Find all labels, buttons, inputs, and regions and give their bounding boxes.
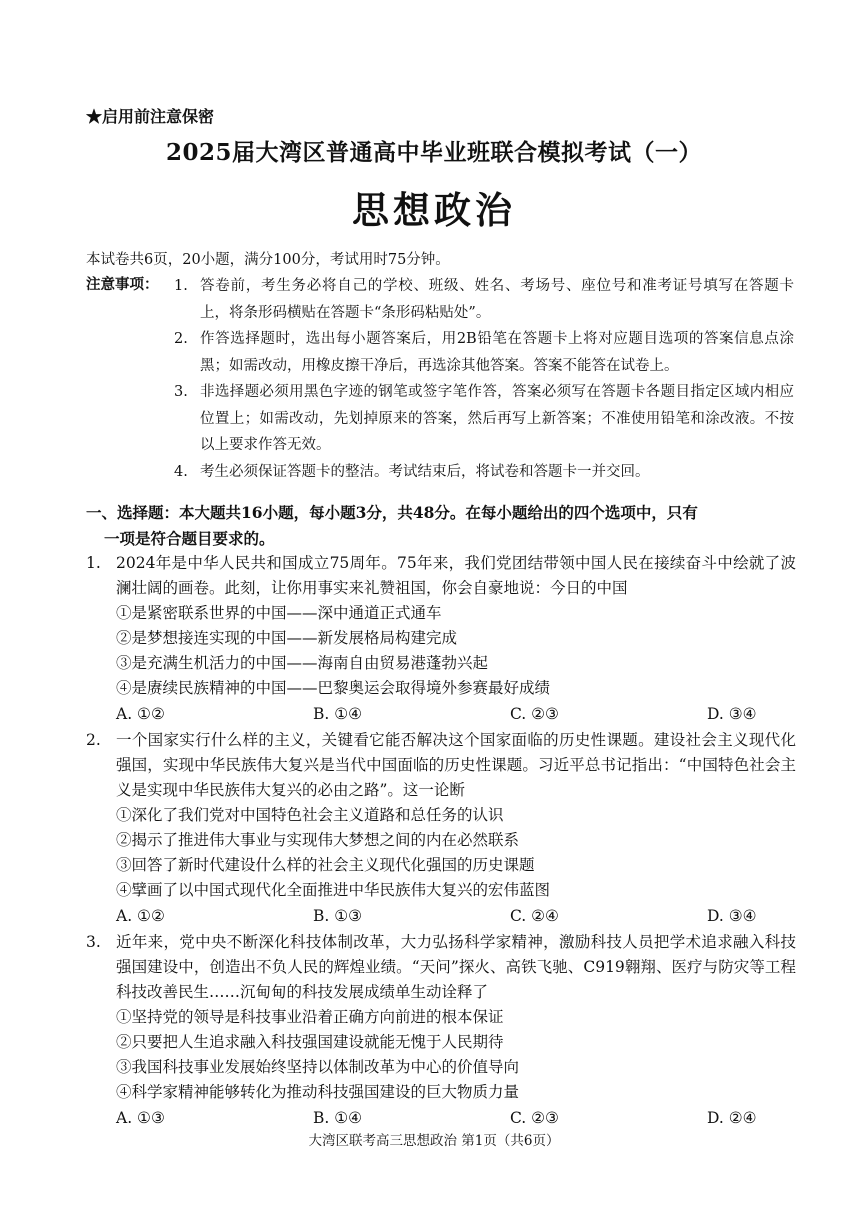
exam-title: 2025届大湾区普通高中毕业班联合模拟考试（一） [165, 139, 702, 166]
notice-number: 3. [174, 384, 188, 400]
notices-list [174, 273, 794, 485]
option-d: D. ③④ [707, 705, 757, 723]
question-2 [86, 728, 796, 929]
answer-options [86, 701, 796, 727]
question-1 [86, 551, 796, 727]
option-a: A. ①② [116, 907, 165, 925]
option-c: C. ②③ [510, 1109, 559, 1127]
answer-options [86, 1105, 796, 1131]
notice-number: 1. [174, 278, 188, 294]
question-stem: 2024年是中华人民共和国成立75周年。75年来，我们党团结带领中国人民在接续奋斗中绘就了波澜壮阔的画卷。此刻，让你用事实来礼赞祖国，你会自豪地说：今日的中国 [116, 554, 796, 597]
notice-number: 4. [174, 463, 188, 480]
option-b: B. ①③ [313, 907, 363, 925]
notice-text: 考生必须保证答题卡的整洁。考试结束后，将试卷和答题卡一并交回。 [200, 463, 650, 480]
statement: ①是紧密联系世界的中国——深中通道正式通车 [116, 604, 442, 622]
statement: ①深化了我们党对中国特色社会主义道路和总任务的认识 [116, 806, 504, 824]
statement: ④擘画了以中国式现代化全面推进中华民族伟大复兴的宏伟蓝图 [116, 881, 551, 899]
answer-options [86, 903, 796, 929]
statement: ③回答了新时代建设什么样的社会主义现代化强国的历史课题 [116, 856, 535, 874]
option-c: C. ②③ [510, 705, 559, 723]
subject-title: 思想政治 [352, 188, 516, 232]
notice-item [174, 379, 794, 459]
notice-item [174, 326, 794, 379]
section-heading-line1: 一、选择题：本大题共16小题，每小题3分，共48分。在每小题给出的四个选项中，只有 [86, 503, 698, 522]
question-number: 1. [86, 554, 101, 572]
section-heading-line2: 一项是符合题目要求的。 [104, 529, 275, 548]
question-number: 3. [86, 933, 101, 951]
statement: ③是充满生机活力的中国——海南自由贸易港蓬勃兴起 [116, 654, 489, 672]
option-c: C. ②④ [510, 907, 559, 925]
option-b: B. ①④ [313, 1109, 363, 1127]
notice-number: 2. [174, 331, 188, 347]
statement: ②是梦想接连实现的中国——新发展格局构建完成 [116, 629, 458, 647]
notice-text: 答卷前，考生务必将自己的学校、班级、姓名、考场号、座位号和准考证号填写在答题卡上，将条形码横贴在答题卡“条形码粘贴处”。 [200, 278, 794, 321]
notice-item [174, 273, 794, 326]
paper-info: 本试卷共6页，20小题，满分100分，考试用时75分钟。 [86, 252, 450, 268]
statement: ④是赓续民族精神的中国——巴黎奥运会取得境外参赛最好成绩 [116, 679, 551, 697]
question-number: 2. [86, 731, 101, 749]
page-footer: 大湾区联考高三思想政治 第1页（共6页） [308, 1133, 560, 1149]
statement: ④科学家精神能够转化为推动科技强国建设的巨大物质力量 [116, 1083, 520, 1101]
statement: ②只要把人生追求融入科技强国建设就能无愧于人民期待 [116, 1033, 504, 1051]
option-a: A. ①② [116, 705, 165, 723]
option-d: D. ③④ [707, 907, 757, 925]
section-heading [86, 500, 786, 552]
statement: ②揭示了推进伟大事业与实现伟大梦想之间的内在必然联系 [116, 831, 520, 849]
questions [86, 551, 796, 1132]
question-3 [86, 930, 796, 1131]
notice-item [174, 459, 794, 486]
notice-text: 非选择题必须用黑色字迹的钢笔或签字笔作答，答案必须写在答题卡各题目指定区域内相应位置上；如需改动，先划掉原来的答案，然后再写上新答案；不准使用铅笔和涂改液。不按以上要求作答无效。 [200, 384, 794, 453]
statement: ①坚持党的领导是科技事业沿着正确方向前进的根本保证 [116, 1008, 504, 1026]
confidential-notice: ★启用前注意保密 [86, 107, 215, 126]
option-d: D. ②④ [707, 1109, 757, 1127]
statement: ③我国科技事业发展始终坚持以体制改革为中心的价值导向 [116, 1058, 520, 1076]
question-stem: 近年来，党中央不断深化科技体制改革，大力弘扬科学家精神，激励科技人员把学术追求融入科技强国建设中，创造出不负人民的辉煌业绩。“天问”探火、高铁飞驰、C919翱翔、医疗与防灾等工程科技改善民生……沉甸甸的科技发展成绩单生动诠释了 [116, 933, 796, 1001]
option-a: A. ①③ [116, 1109, 165, 1127]
question-stem: 一个国家实行什么样的主义，关键看它能否解决这个国家面临的历史性课题。建设社会主义现代化强国，实现中华民族伟大复兴是当代中国面临的历史性课题。习近平总书记指出：“中国特色社会主义是实现中华民族伟大复兴的必由之路”。这一论断 [116, 731, 796, 799]
notices-label: 注意事项： [86, 276, 159, 293]
option-b: B. ①④ [313, 705, 363, 723]
notice-text: 作答选择题时，选出每小题答案后，用2B铅笔在答题卡上将对应题目选项的答案信息点涂黑；如需改动，用橡皮擦干净后，再选涂其他答案。答案不能答在试卷上。 [200, 331, 794, 374]
